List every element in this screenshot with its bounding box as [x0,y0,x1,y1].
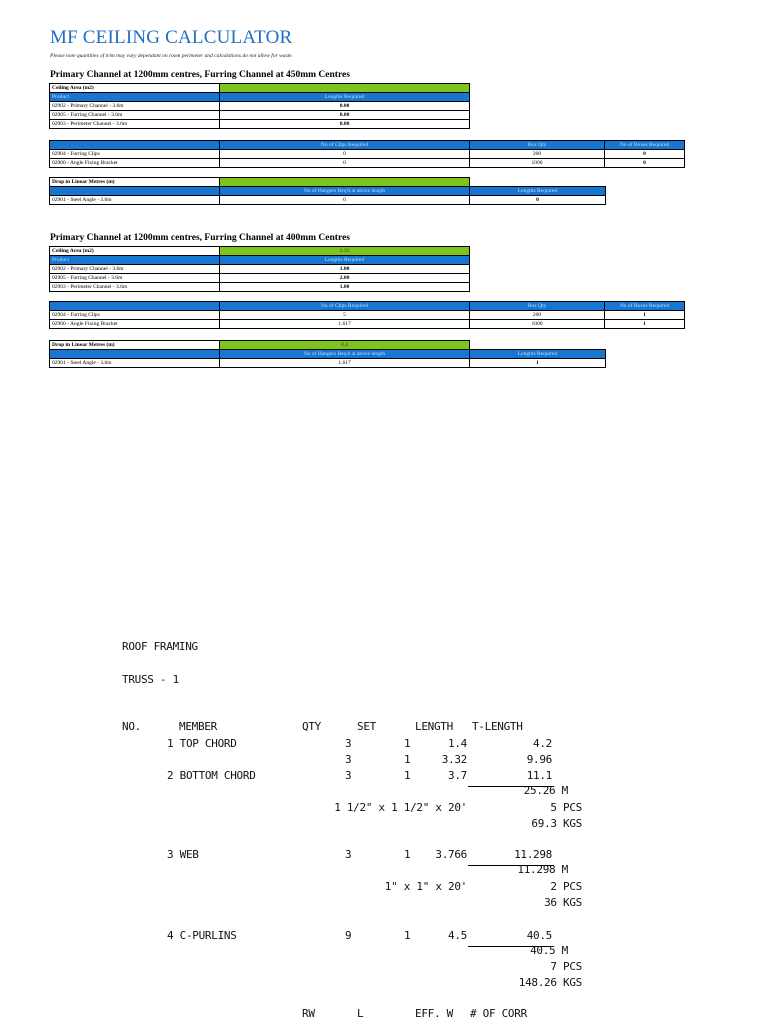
member-top-chord: 1 TOP CHORD [167,737,237,750]
product-header: Product [50,93,220,102]
clips-value: 0 [220,150,470,159]
qty-value: 3 [345,848,352,861]
qty-value: 9 [345,929,352,942]
web-kgs: 36 KGS [544,896,582,909]
col-tlength-header: T-LENGTH [472,720,523,733]
product-name: 02902 - Primary Channel - 3.6m [50,265,220,274]
lengths-header: Lengths Required [220,256,470,265]
box-qty-value: 200 [470,150,605,159]
drop-label: Drop in Linear Metres (m) [50,341,220,350]
set-value: 1 [404,848,411,861]
lengths-value: 0.00 [220,111,470,120]
member-c-purlins: 4 C-PURLINS [167,929,237,942]
box-qty-header: Box Qty [470,302,605,311]
lengths-header: Lengths Required [220,93,470,102]
hanger-lengths-header: Lengths Required [470,350,606,359]
box-qty-value: 1000 [470,320,605,329]
hangers-header: No of Hangers Req'd at above length [220,187,470,196]
set-value: 1 [404,753,411,766]
product-name: 02900 - Angle Fixing Bracket [50,159,220,168]
purlin-kgs: 148.26 KGS [518,976,582,989]
area-label: Ceiling Area (m2) [50,84,220,93]
box-qty-value: 200 [470,311,605,320]
product-name: 02904 - Furring Clips [50,150,220,159]
hangers-header: No of Hangers Req'd at above length [220,350,470,359]
length-value: 4.5 [448,929,467,942]
waste-note: Please note quantities of trim may vary dependant on room perimeter and calculations do not allow for waste. [50,53,293,59]
boxes-value: 0 [605,150,685,159]
col-set-header: SET [357,720,376,733]
member-bottom-chord: 2 BOTTOM CHORD [167,769,256,782]
lengths-value: 2.00 [220,274,470,283]
chord-total-m: 25.26 M [523,784,568,797]
product-name: 02903 - Perimeter Channel - 3.6m [50,283,220,292]
clips-value: 0 [220,159,470,168]
drop-label: Drop in Linear Metres (m) [50,178,220,187]
hanger-lengths-header: Lengths Required [470,187,606,196]
drop-input[interactable]: 0.4 [220,341,470,350]
hanger-lengths-value: 0 [470,196,606,205]
col-qty-header: QTY [302,720,321,733]
web-pcs: 2 PCS [550,880,582,893]
clips-value: 5 [220,311,470,320]
roof-heading: ROOF FRAMING [122,640,198,653]
length-value: 3.32 [441,753,467,766]
qty-value: 3 [345,769,352,782]
col-l-header: L [357,1007,364,1020]
product-name: 02901 - Steel Angle - 3.6m [50,359,220,368]
box-qty-header: Box Qty [470,141,605,150]
section2-heading: Primary Channel at 1200mm centres, Furring Channel at 400mm Centres [50,233,350,243]
purlin-pcs: 7 PCS [550,960,582,973]
product-name: 02903 - Perimeter Channel - 3.6m [50,120,220,129]
tlength-value: 9.96 [526,753,552,766]
hangers-value: 1.617 [220,359,470,368]
product-name: 02901 - Steel Angle - 3.6m [50,196,220,205]
section1-heading: Primary Channel at 1200mm centres, Furring Channel at 450mm Centres [50,70,350,80]
col-length-header: LENGTH [415,720,453,733]
chord-size: 1 1/2" x 1 1/2" x 20' [334,801,467,814]
product-name: 02905 - Furring Channel - 3.6m [50,111,220,120]
col-no-header: NO. [122,720,141,733]
col-corr-header: # OF CORR [470,1007,527,1020]
lengths-value: 1.00 [220,283,470,292]
page-title: MF CEILING CALCULATOR [50,27,293,48]
truss-label: TRUSS - 1 [122,673,179,686]
tlength-value: 40.5 [526,929,552,942]
set-value: 1 [404,929,411,942]
col-member-header: MEMBER [179,720,217,733]
length-value: 1.4 [448,737,467,750]
length-value: 3.7 [448,769,467,782]
chord-kgs: 69.3 KGS [531,817,582,830]
clips-header: No of Clips Required [220,141,470,150]
member-web: 3 WEB [167,848,199,861]
area-input[interactable]: 2.31 [220,247,470,256]
boxes-value: 1 [605,320,685,329]
hanger-lengths-value: 1 [470,359,606,368]
hangers-value: 0 [220,196,470,205]
box-qty-value: 1000 [470,159,605,168]
chord-pcs: 5 PCS [550,801,582,814]
boxes-header: No of Boxes Required [605,141,685,150]
clips-value: 1.617 [220,320,470,329]
tlength-value: 4.2 [533,737,552,750]
lengths-value: 0.00 [220,102,470,111]
set-value: 1 [404,737,411,750]
purlin-total-m: 40.5 M [530,944,568,957]
qty-value: 3 [345,753,352,766]
product-name: 02900 - Angle Fixing Bracket [50,320,220,329]
boxes-header: No of Boxes Required [605,302,685,311]
product-name: 02902 - Primary Channel - 3.6m [50,102,220,111]
area-label: Ceiling Area (m2) [50,247,220,256]
web-total-m: 11.298 M [517,863,568,876]
lengths-value: 0.00 [220,120,470,129]
length-value: 3.766 [435,848,467,861]
product-name: 02904 - Furring Clips [50,311,220,320]
boxes-value: 1 [605,311,685,320]
tlength-value: 11.298 [514,848,552,861]
boxes-value: 0 [605,159,685,168]
product-header: Product [50,256,220,265]
set-value: 1 [404,769,411,782]
web-size: 1" x 1" x 20' [384,880,467,893]
tlength-value: 11.1 [526,769,552,782]
clips-header: No of Clips Required [220,302,470,311]
col-effw-header: EFF. W [415,1007,453,1020]
qty-value: 3 [345,737,352,750]
product-name: 02905 - Furring Channel - 3.6m [50,274,220,283]
col-rw-header: RW [302,1007,315,1020]
lengths-value: 1.00 [220,265,470,274]
